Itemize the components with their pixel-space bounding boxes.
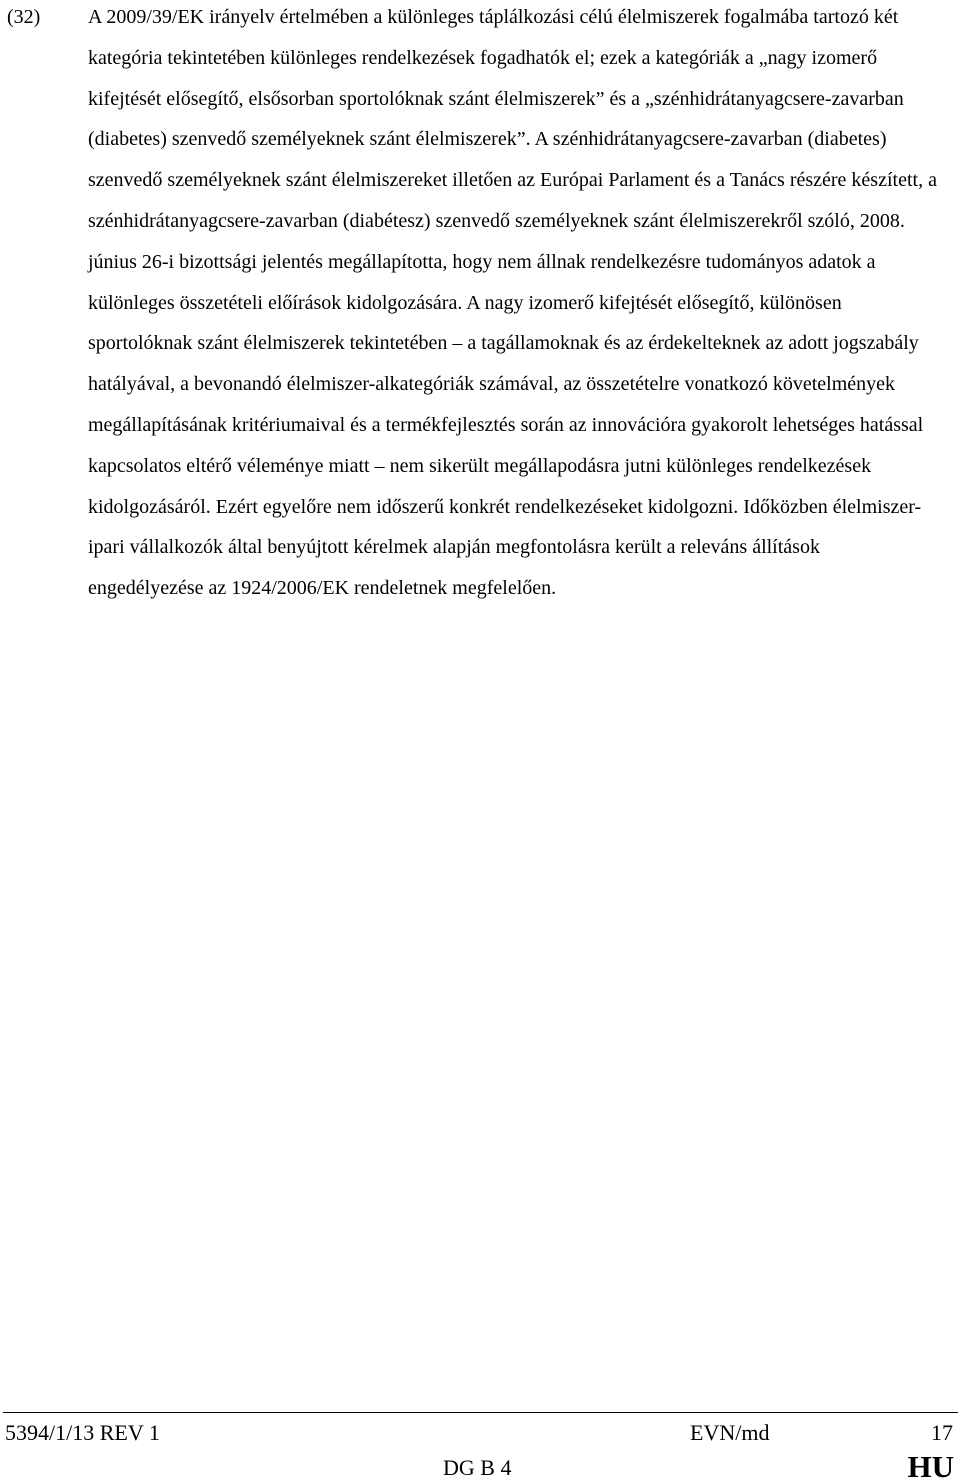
language-code: HU [907, 1449, 954, 1484]
footer-divider [3, 1412, 958, 1413]
page-number: 17 [931, 1420, 953, 1445]
recital-text: A 2009/39/EK irányelv értelmében a különleges táplálkozási célú élelmiszerek fogalmába tartozó két kategória tekintetében különleges rendelkezések fogadhatók el; ezek a kategóriák a „nagy izomerő kifejtését elősegítő, elsősorban sportolóknak szánt élelmiszerek” és a „szénhidrátanyagcsere-zavarban (diabetes) szenvedő személyeknek szánt élelmiszerek”. A szénhidrátanyagcsere-zavarban (diabetes) szenvedő személyeknek szánt élelmiszereket illetően az Európai Parlament és a Tanács részére készített, a szénhidrátanyagcsere-zavarban (diabétesz) szenvedő személyeknek szánt élelmiszerekről szóló, 2008. június 26-i bizottsági jelentés megállapította, hogy nem állnak rendelkezésre tudományos adatok a különleges összetételi előírások kidolgozására. A nagy izomerő kifejtését elősegítő, különösen sportolóknak szánt élelmiszerek tekintetében – a tagállamoknak és az érdekelteknek az adott jogszabály hatályával, a bevonandó élelmiszer-alkategóriák számával, az összetételre vonatkozó követelmények megállapításának kritériumaival és a termékfejlesztés során az innovációra gyakorolt lehetséges hatással kapcsolatos eltérő véleménye miatt – nem sikerült megállapodásra jutni különleges rendelkezések kidolgozásáról. Ezért egyelőre nem időszerű konkrét rendelkezéseket kidolgozni. Időközben élelmiszer-ipari vállalkozók által benyújtott kérelmek alapján megfontolásra került a releváns állítások engedélyezése az 1924/2006/EK rendeletnek megfelelően. [88, 6, 937, 600]
directorate-code: DG B 4 [443, 1455, 512, 1480]
document-reference: 5394/1/13 REV 1 [5, 1420, 160, 1445]
author-initials: EVN/md [690, 1420, 770, 1445]
recital-number: (32) [7, 6, 41, 28]
page-footer [0, 1412, 960, 1484]
